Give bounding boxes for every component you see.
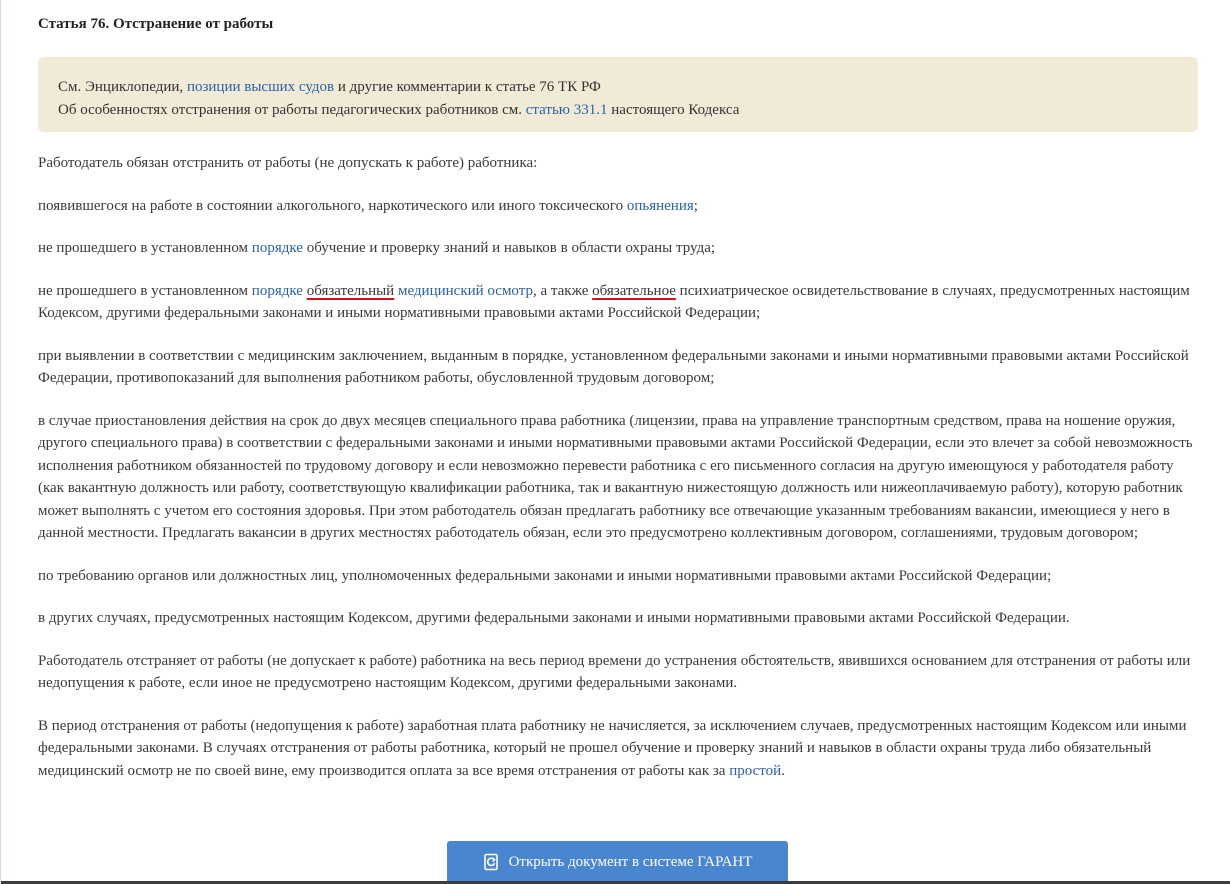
link-supreme-court-positions[interactable]: позиции высших судов [186,79,335,95]
link-downtime[interactable]: простой [729,762,782,779]
paragraph-8: в других случаях, предусмотренных настоящим Кодексом, другими федеральными законами и иными нормативными правовыми актами Российской Федерации. [38,610,1070,626]
paragraph-4-text-a: не прошедшего в установленном [38,282,252,299]
info-note [38,57,1198,132]
link-article-331-1[interactable]: статью 331.1 [525,102,608,118]
note-line-1 [58,76,1178,99]
link-order-training[interactable]: порядке [251,240,303,256]
paragraph-2 [38,195,1201,218]
paragraph-2-end: ; [693,197,698,214]
link-order-medical[interactable]: порядке [251,282,303,299]
paragraph-2-text: появившегося на работе в состоянии алкогольного, наркотического или иного токсического [38,197,627,214]
note-line-2-suffix: настоящего Кодекса [607,102,740,118]
paragraph-4-text-c: психиатрическое освидетельствование в случаях, предусмотренных настоящим Кодексом, другими федеральными законами и иными нормативными правовыми актами Российской Федерации; [38,282,1190,321]
paragraph-4 [38,280,1201,325]
note-line-1-prefix: См. Энциклопедии, [58,79,187,95]
open-in-garant-label: Открыть документ в системе ГАРАНТ [508,853,753,870]
paragraph-3-text-b: обучение и проверку знаний и навыков в области охраны труда; [302,240,716,256]
paragraph-10-end: . [781,762,785,779]
link-medical-exam[interactable]: медицинский осмотр [397,282,533,299]
link-intoxication[interactable]: опьянения [626,197,694,214]
note-line-2-prefix: Об особенностях отстранения от работы педагогических работников см. [58,102,526,118]
open-in-garant-button[interactable] [447,841,788,884]
note-line-2 [58,99,1178,122]
underlined-word-mandatory-2: обязательное [592,282,676,299]
paragraph-10 [38,715,1201,783]
article-title: Статья 76. Отстранение от работы [38,16,274,32]
paragraph-3-text-a: не прошедшего в установленном [38,240,252,256]
paragraph-10-text: В период отстранения от работы (недопущения к работе) заработная плата работнику не начисляется, за исключением случаев, предусмотренных настоящим Кодексом или иными федеральными законами. В случаях отстранения от работы работника, который не прошел обучение и проверку знаний и навыков в области охраны труда либо обязательный медицинский осмотр не по своей вине, ему производится оплата за все время отстранения от работы как за [38,717,1187,779]
paragraph-7: по требованию органов или должностных лиц, уполномоченных федеральными законами и иными нормативными правовыми актами Российской Федерации; [38,567,1052,584]
paragraph-6: в случае приостановления действия на срок до двух месяцев специального права работника (лицензии, права на управление транспортным средством, права на ношение оружия, другого специального права) в соответствии с федеральными законами и иными нормативными правовыми актами Российской Федерации, если это влечет за собой невозможность исполнения работником обязанностей по трудовому договору и если невозможно перевести работника с его письменного согласия на другую имеющуюся у работодателя работу (как вакантную должность или работу, соответствующую квалификации работника, так и вакантную нижестоящую должность или нижеоплачиваемую работу), которую работник может выполнять с учетом его состояния здоровья. При этом работодатель обязан предлагать работнику все отвечающие указанным требованиям вакансии, имеющиеся у него в данной местности. Предлагать вакансии в других местностях работодатель обязан, если это предусмотрено коллективным договором, соглашениями, трудовым договором; [38,412,1193,541]
paragraph-9: Работодатель отстраняет от работы (не допускает к работе) работника на весь период времени до устранения обстоятельств, явившихся основанием для отстранения от работы или недопущения к работе, если иное не предусмотрено настоящим Кодексом, другими федеральными законами. [38,652,1191,691]
paragraph-5: при выявлении в соответствии с медицинским заключением, выданным в порядке, установленном федеральными законами и иными нормативными правовыми актами Российской Федерации, противопоказаний для выполнения работником работы, обусловленной трудовым договором; [38,347,1189,386]
refresh-document-icon [483,853,501,871]
underlined-word-mandatory: обязательный [306,282,395,299]
paragraph-3 [38,237,1201,260]
article-body [38,152,1201,802]
note-line-1-suffix: и другие комментарии к статье 76 ТК РФ [334,79,601,95]
paragraph-4-text-b: , а также [532,282,593,299]
paragraph-1: Работодатель обязан отстранить от работы (не допускать к работе) работника: [38,155,538,171]
